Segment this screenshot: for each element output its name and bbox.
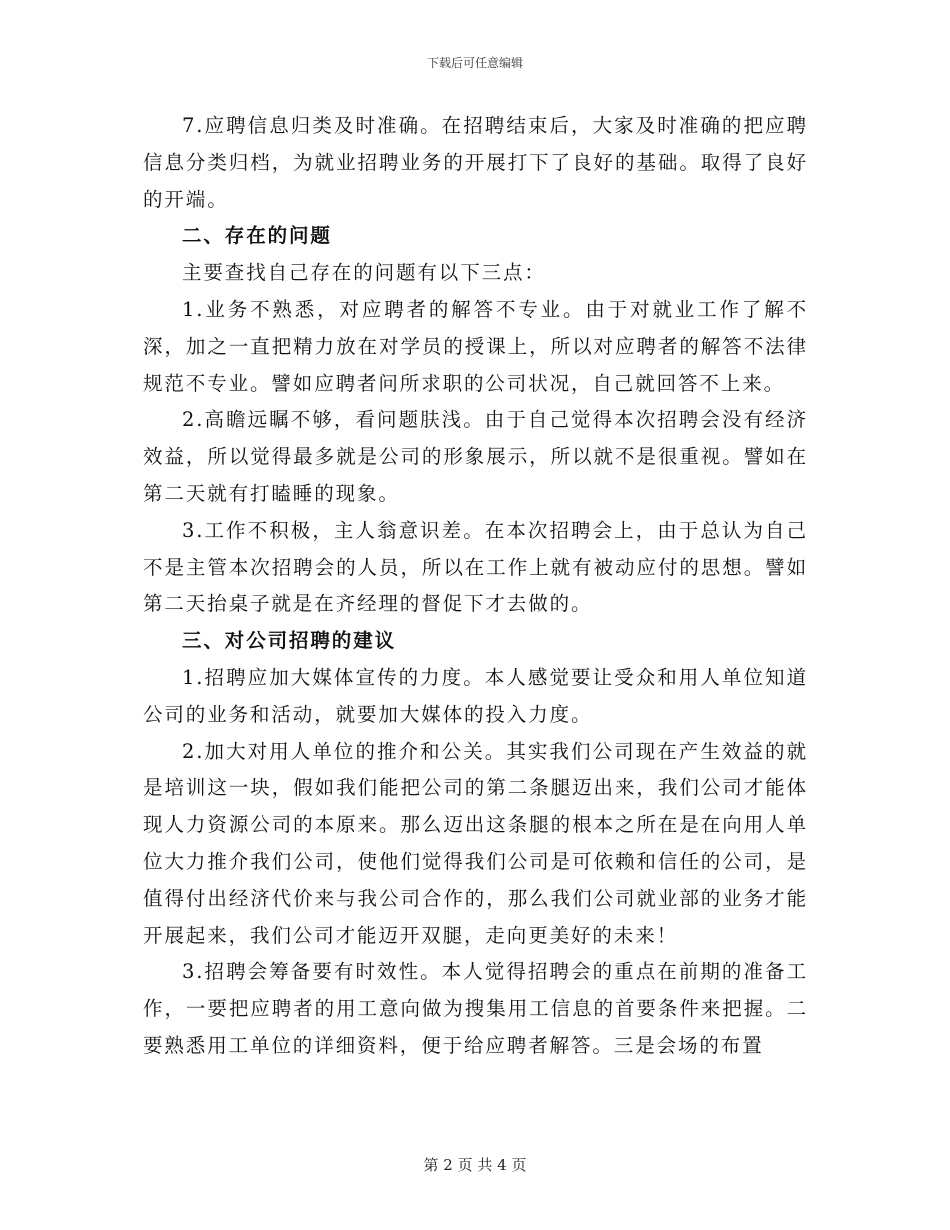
paragraph-suggestion-2: 2.加大对用人单位的推介和公关。其实我们公司现在产生效益的就是培训这一块，假如我们能把公司的第二条腿迈出来，我们公司才能体现人力资源公司的本原来。那么迈出这条腿的根本之所在是在向用人单位大力推介我们公司，使他们觉得我们公司是可依赖和信任的公司，是值得付出经济代价来与我公司合作的，那么我们公司就业部的业务才能开展起来，我们公司才能迈开双腿，走向更美好的未来！: [143, 739, 808, 947]
paragraph-problem-1: 1.业务不熟悉，对应聘者的解答不专业。由于对就业工作了解不深，加之一直把精力放在对学员的授课上，所以对应聘者的解答不法律规范不专业。譬如应聘者问所求职的公司状况，自己就回答不上来。: [143, 297, 808, 395]
paragraph-problem-2: 2.高瞻远瞩不够，看问题肤浅。由于自己觉得本次招聘会没有经济效益，所以觉得最多就是公司的形象展示，所以就不是很重视。譬如在第二天就有打瞌睡的现象。: [143, 408, 808, 505]
section-heading-problems: 二、存在的问题: [182, 224, 332, 248]
page-number-footer: 第 2 页 共 4 页: [423, 1156, 527, 1174]
section-heading-suggestions: 三、对公司招聘的建议: [182, 629, 397, 653]
page-header: 下载后可任意编辑: [426, 56, 523, 70]
document-body: [143, 108, 808, 1065]
paragraph-suggestion-1: 1.招聘应加大媒体宣传的力度。本人感觉要让受众和用人单位知道公司的业务和活动，就要加大媒体的投入力度。: [143, 665, 808, 726]
paragraph-problem-3: 3.工作不积极，主人翁意识差。在本次招聘会上，由于总认为自己不是主管本次招聘会的人员，所以在工作上就有被动应付的思想。譬如第二天抬桌子就是在齐经理的督促下才去做的。: [143, 518, 808, 616]
paragraph-problems-intro: 主要查找自己存在的问题有以下三点：: [182, 261, 546, 285]
paragraph-info-filing: 7.应聘信息归类及时准确。在招聘结束后，大家及时准确的把应聘信息分类归档，为就业招聘业务的开展打下了良好的基础。取得了良好的开端。: [143, 114, 808, 211]
paragraph-suggestion-3: 3.招聘会筹备要有时效性。本人觉得招聘会的重点在前期的准备工作，一要把应聘者的用工意向做为搜集用工信息的首要条件来把握。二要熟悉用工单位的详细资料，便于给应聘者解答。三是会场的布置: [143, 960, 808, 1057]
